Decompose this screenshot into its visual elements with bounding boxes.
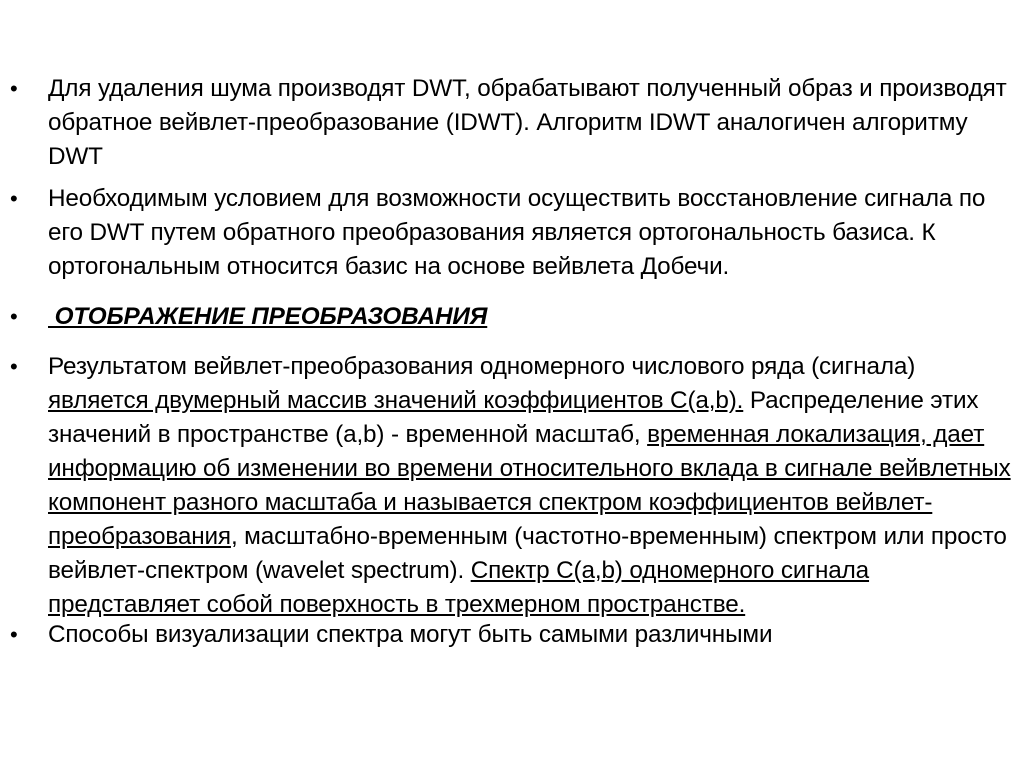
bullet-item-orthogonality [10,182,1018,284]
bullet-text: Способы визуализации спектра могут быть самыми различными [48,621,773,648]
bullet-dot: • [10,622,18,647]
bullet-item-visualization [10,618,1018,652]
bullet-item-denoising [10,72,1018,174]
bullet-item-spectrum [10,350,1018,622]
bullet-text-segment: Распределение этих значений в пространстве (a,b) - временной масштаб, [48,387,979,448]
bullet-text: Необходимым условием для возможности осуществить восстановление сигнала по его DWT путем обратного преобразования является ортогональность базиса. К ортогональным относится базис на основе вейвлета Добечи. [48,185,986,280]
bullet-dot: • [10,186,18,211]
underlined-text-segment: является двумерный массив значений коэффициентов C(a,b). [48,387,744,414]
underlined-text-segment: Спектр C(a,b) одномерного сигнала представляет собой поверхность в трехмерном пространстве. [48,557,870,618]
underlined-text-segment: временная локализация, дает информацию об изменении во времени относительного вклада в сигнале вейвлетных компонент разного масштаба и называется спектром коэффициентов вейвлет-преобразования [48,421,1011,550]
bullet-dot: • [10,354,18,379]
bullet-dot: • [10,76,18,101]
bullet-list [10,72,1018,652]
bullet-text-segment: , масштабно-временным (частотно-временным) спектром или просто вейвлет-спектром (wavelet spectrum). [48,523,1007,584]
section-heading: ОТОБРАЖЕНИЕ ПРЕОБРАЗОВАНИЯ [48,303,488,330]
bullet-text: Для удаления шума производят DWT, обрабатывают полученный образ и производят обратное вейвлет-преобразование (IDWT). Алгоритм IDWT аналогичен алгоритму DWT [48,75,1007,170]
bullet-item-section-heading [10,300,1018,334]
bullet-dot: • [10,304,18,329]
bullet-text-segment: Результатом вейвлет-преобразования одномерного числового ряда (сигнала) [48,353,916,380]
